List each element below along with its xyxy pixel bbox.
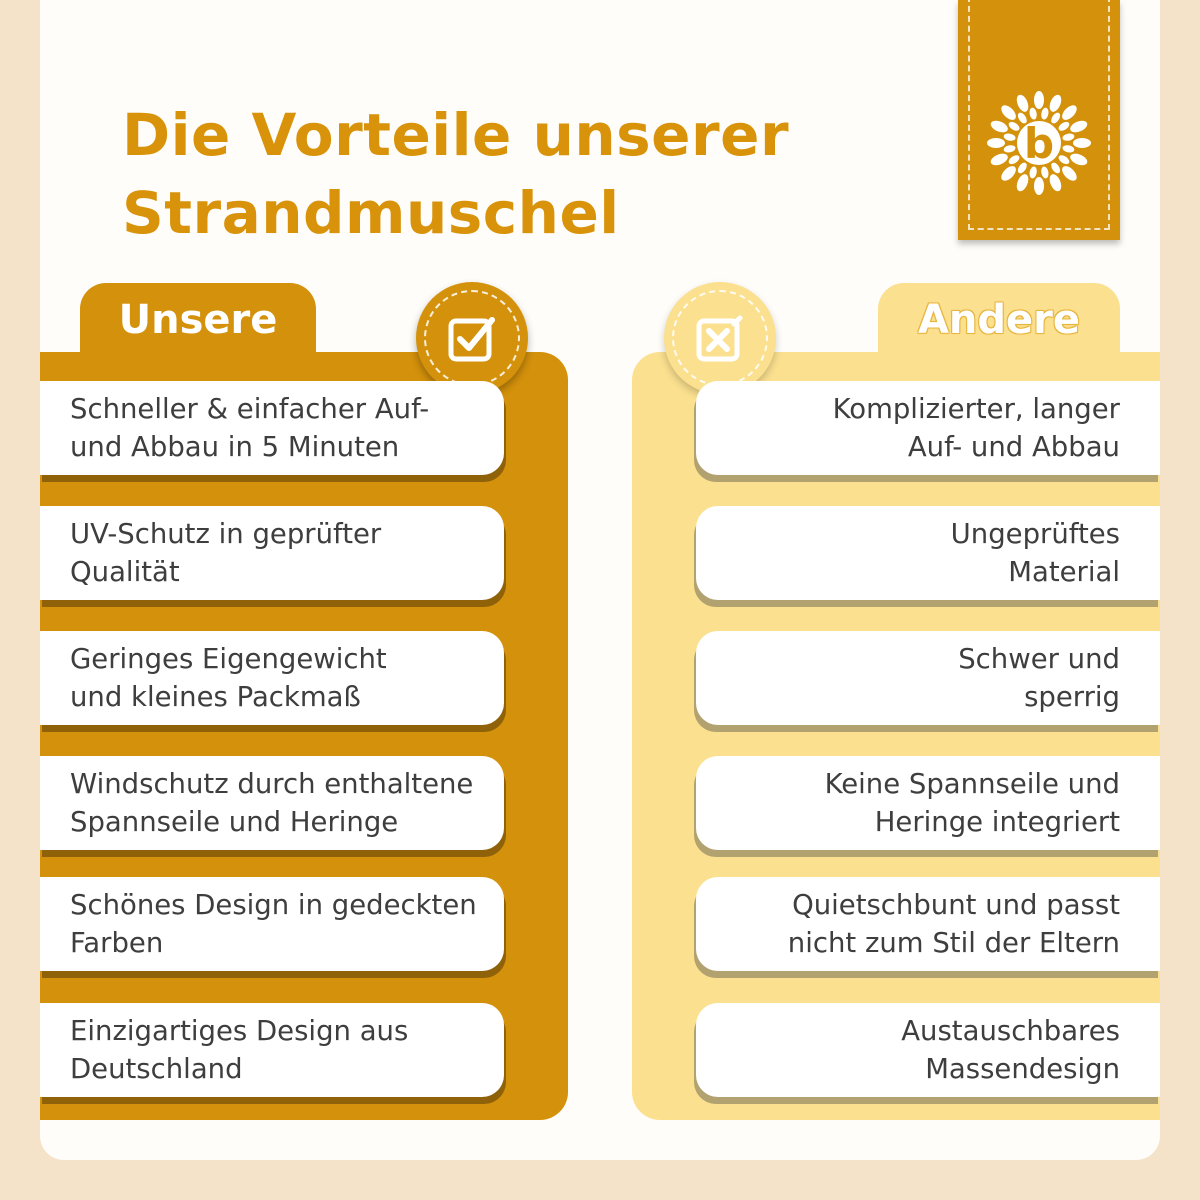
title-line-2: Strandmuschel	[122, 179, 620, 247]
list-item: Komplizierter, langer Auf- und Abbau	[696, 381, 1160, 475]
list-item: UV-Schutz in geprüfter Qualität	[40, 506, 504, 600]
list-item: Ungeprüftes Material	[696, 506, 1160, 600]
checkbox-checked-icon	[446, 312, 498, 364]
our-product-label: Unsere	[118, 297, 278, 343]
list-item: Windschutz durch enthaltene Spannseile und Heringe	[40, 756, 504, 850]
logo-letter: b	[1023, 119, 1055, 168]
our-product-tab	[80, 283, 316, 363]
list-item: Quietschbunt und passt nicht zum Stil der Eltern	[696, 877, 1160, 971]
brand-logo-tag	[958, 0, 1120, 240]
sun-flower-logo-icon	[984, 88, 1094, 198]
list-item: Austauschbares Massendesign	[696, 1003, 1160, 1097]
checkbox-crossed-icon	[694, 312, 746, 364]
list-item: Schneller & einfacher Auf- und Abbau in 5 Minuten	[40, 381, 504, 475]
list-item: Keine Spannseile und Heringe integriert	[696, 756, 1160, 850]
list-item: Schwer und sperrig	[696, 631, 1160, 725]
list-item: Einzigartiges Design aus Deutschland	[40, 1003, 504, 1097]
list-item: Schönes Design in gedeckten Farben	[40, 877, 504, 971]
other-products-tab	[878, 283, 1120, 363]
title-line-1: Die Vorteile unserer	[122, 101, 790, 169]
other-products-label: Andere	[917, 297, 1081, 343]
check-badge	[416, 282, 528, 394]
list-item: Geringes Eigengewicht und kleines Packmaß	[40, 631, 504, 725]
page-title	[122, 96, 789, 252]
cross-badge	[664, 282, 776, 394]
